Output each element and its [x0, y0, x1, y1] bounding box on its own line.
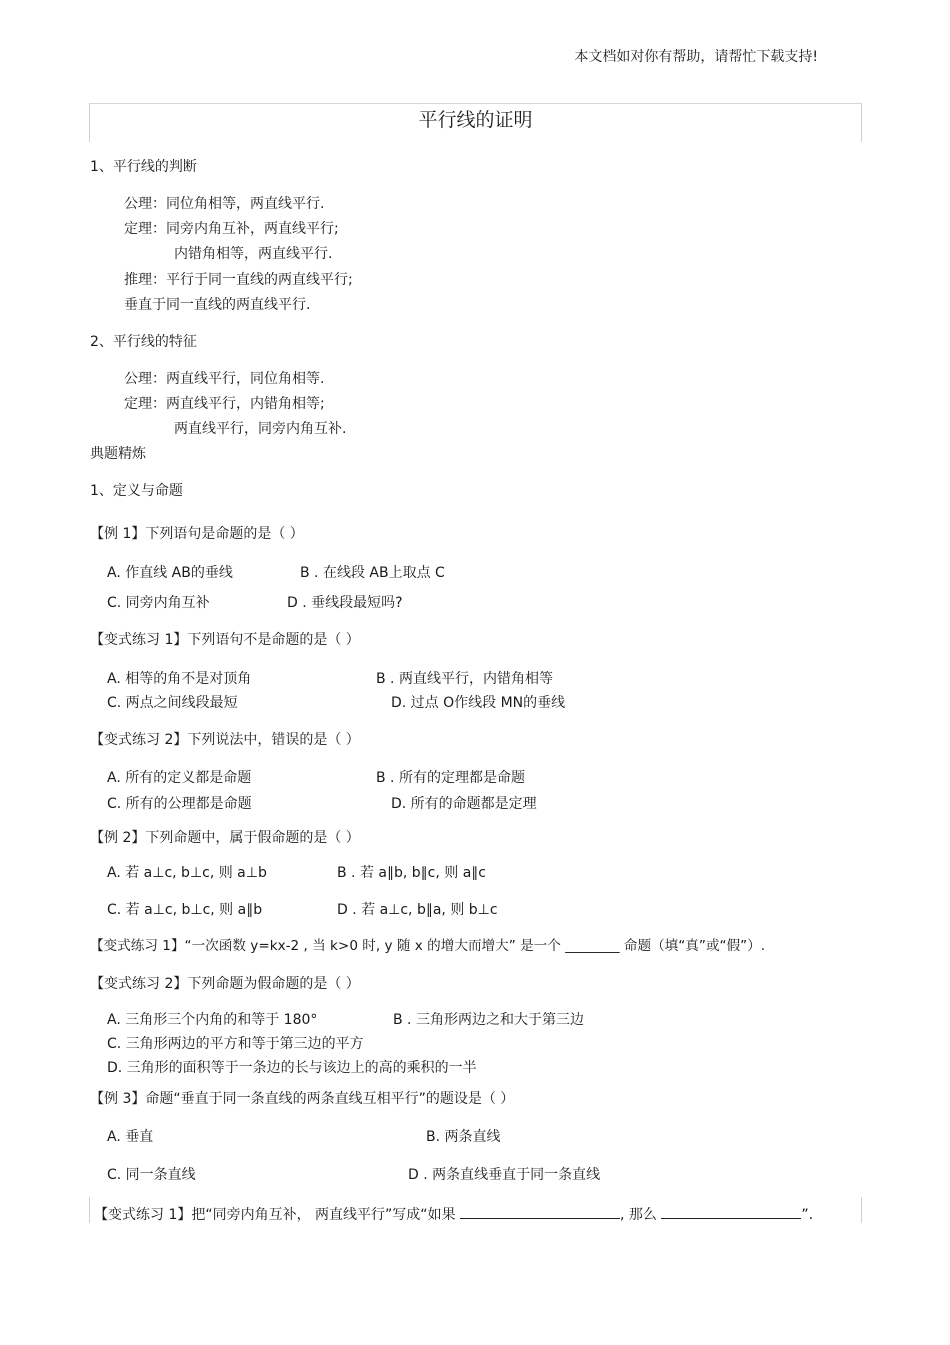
s1-line-1: 公理：同位角相等，两直线平行. [124, 196, 325, 212]
dtjl-heading: 典题精炼 [90, 446, 146, 462]
example-1-option-a: A. 作直线 AB的垂线 [107, 565, 233, 581]
variant-5-prefix: 【变式练习 1】把“同旁内角互补， 两直线平行”写成“如果 [94, 1207, 456, 1223]
example-3-option-a: A. 垂直 [107, 1129, 154, 1145]
example-3-question: 【例 3】命题“垂直于同一条直线的两条直线互相平行”的题设是（ ） [90, 1091, 515, 1107]
variant-5-mid: , 那么 [620, 1207, 657, 1223]
example-2-question: 【例 2】下列命题中，属于假命题的是（ ） [90, 830, 360, 846]
example-2-option-a: A. 若 a⊥c, b⊥c, 则 a⊥b [107, 865, 267, 881]
s1-line-5: 垂直于同一直线的两直线平行. [124, 297, 311, 313]
variant-4-option-b: B . 三角形两边之和大于第三边 [393, 1012, 584, 1028]
variant-3-question: 【变式练习 1】“一次函数 y=kx-2 , 当 k>0 时, y 随 x 的增大而增大” 是一个 ________ 命题（填“真”或“假”）. [90, 938, 766, 954]
answer-blank-2[interactable] [661, 1204, 801, 1219]
variant-5-question [94, 1204, 813, 1224]
page-title: 平行线的证明 [418, 109, 533, 131]
variant-2-question: 【变式练习 2】下列说法中，错误的是（ ） [90, 732, 360, 748]
example-3-option-c: C. 同一条直线 [107, 1167, 196, 1183]
variant-2-option-c: C. 所有的公理都是命题 [107, 796, 252, 812]
variant-1-option-a: A. 相等的角不是对顶角 [107, 671, 252, 687]
section-3-heading: 1、定义与命题 [90, 483, 183, 499]
example-3-option-b: B. 两条直线 [426, 1129, 501, 1145]
section-2-heading: 2、平行线的特征 [90, 334, 197, 350]
variant-4-question: 【变式练习 2】下列命题为假命题的是（ ） [90, 976, 360, 992]
s1-line-3: 内错角相等，两直线平行. [174, 246, 333, 262]
variant-4-option-c: C. 三角形两边的平方和等于第三边的平方 [107, 1036, 364, 1052]
s1-line-2: 定理：同旁内角互补，两直线平行; [124, 221, 339, 237]
variant-1-option-d: D. 过点 O作线段 MN的垂线 [391, 695, 566, 711]
variant-1-option-b: B . 两直线平行，内错角相等 [376, 671, 553, 687]
example-2-option-d: D . 若 a⊥c, b∥a, 则 b⊥c [337, 902, 498, 918]
title-box [89, 103, 862, 142]
example-2-option-c: C. 若 a⊥c, b⊥c, 则 a∥b [107, 902, 263, 918]
example-1-option-d: D . 垂线段最短吗? [287, 595, 403, 611]
variant-2-option-d: D. 所有的命题都是定理 [391, 796, 537, 812]
s1-line-4: 推理：平行于同一直线的两直线平行; [124, 272, 353, 288]
example-1-question: 【例 1】下列语句是命题的是（ ） [90, 526, 304, 542]
answer-blank-1[interactable] [460, 1204, 620, 1219]
example-1-option-c: C. 同旁内角互补 [107, 595, 210, 611]
s2-line-1: 公理：两直线平行，同位角相等. [124, 371, 325, 387]
variant-1-question: 【变式练习 1】下列语句不是命题的是（ ） [90, 632, 360, 648]
variant-1-option-c: C. 两点之间线段最短 [107, 695, 238, 711]
example-3-option-d: D . 两条直线垂直于同一条直线 [408, 1167, 601, 1183]
s2-line-3: 两直线平行，同旁内角互补. [174, 421, 347, 437]
variant-2-option-b: B . 所有的定理都是命题 [376, 770, 525, 786]
example-2-option-b: B . 若 a∥b, b∥c, 则 a∥c [337, 865, 486, 881]
section-1-heading: 1、平行线的判断 [90, 159, 197, 175]
variant-5-end: ”. [801, 1207, 814, 1223]
example-1-option-b: B . 在线段 AB上取点 C [300, 565, 445, 581]
variant-2-option-a: A. 所有的定义都是命题 [107, 770, 252, 786]
header-note: 本文档如对你有帮助，请帮忙下载支持! [574, 49, 818, 65]
variant-4-option-d: D. 三角形的面积等于一条边的长与该边上的高的乘积的一半 [107, 1060, 477, 1076]
variant-4-option-a: A. 三角形三个内角的和等于 180° [107, 1012, 318, 1028]
s2-line-2: 定理：两直线平行，内错角相等; [124, 396, 325, 412]
